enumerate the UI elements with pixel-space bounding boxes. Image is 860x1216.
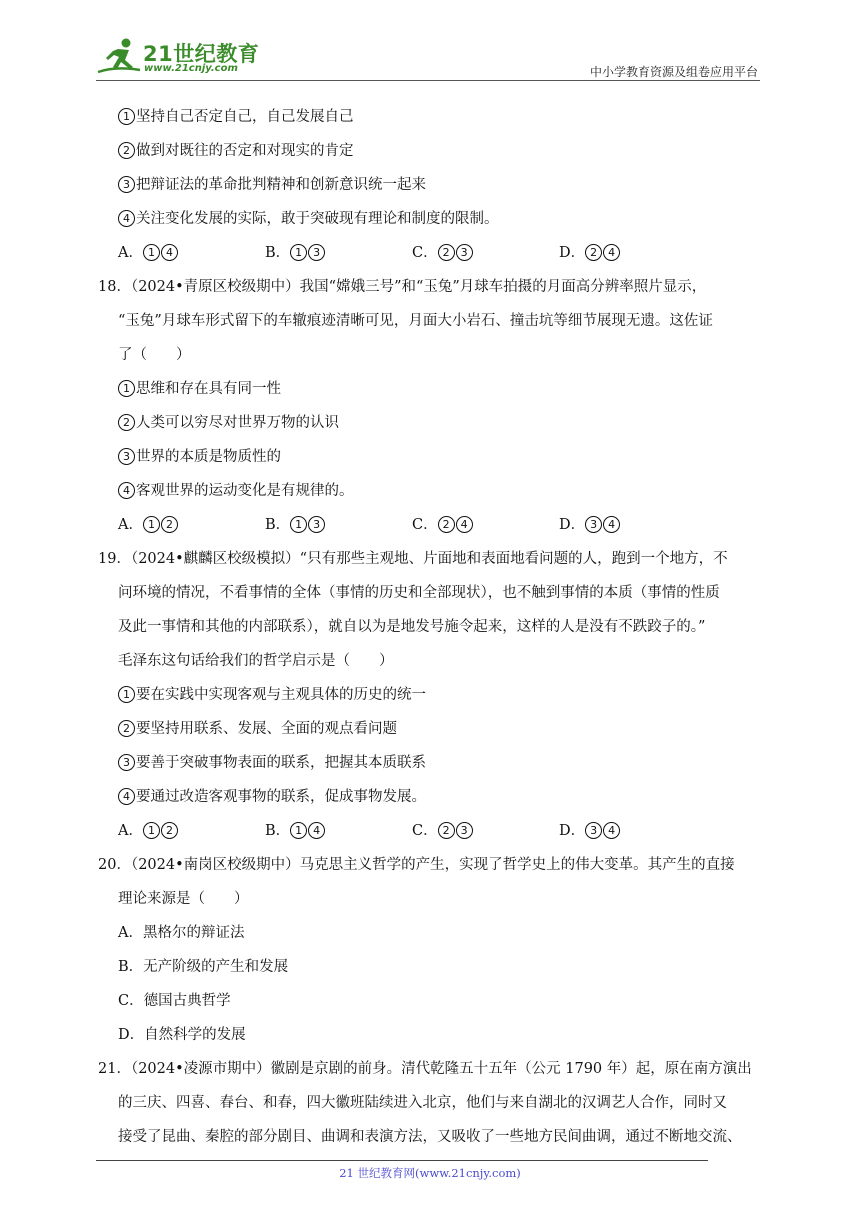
- statement-item: 4 要通过改造客观事物的联系，促成事物发展。: [118, 780, 768, 814]
- footer-divider: [96, 1160, 708, 1161]
- header-divider: [96, 80, 760, 81]
- statement-item: 4 客观世界的运动变化是有规律的。: [118, 474, 768, 508]
- option-d: D． 2 4: [559, 236, 706, 270]
- logo-title: 21世纪教育: [143, 42, 260, 66]
- question-stem-line: 了（ ）: [118, 347, 191, 363]
- statement-item: 1 要在实践中实现客观与主观具体的历史的统一: [118, 678, 768, 712]
- choice-item: C．德国古典哲学: [118, 993, 231, 1009]
- question-stem-line: 18．（2024•青原区校级期中）我国“嫦娥三号”和“玉兔”月球车拍摄的月面高分辨率照片显示，: [98, 279, 707, 295]
- logo-url: www.21cnjy.com: [144, 63, 238, 74]
- choice-item: A．黑格尔的辩证法: [118, 925, 245, 941]
- question-stem-line: 及此一事情和其他的内部联系），就自以为是地发号施令起来，这样的人是没有不跌跤子的。”: [118, 619, 706, 635]
- statement-item: 2 人类可以穷尽对世界万物的认识: [118, 406, 768, 440]
- option-c: C． 2 3: [412, 814, 559, 848]
- question-stem-line: 的三庆、四喜、春台、和春，四大徽班陆续进入北京，他们与来自湖北的汉调艺人合作，同时又: [118, 1095, 727, 1111]
- statement-item: 2 要坚持用联系、发展、全面的观点看问题: [118, 712, 768, 746]
- runner-logo-icon: [96, 36, 142, 76]
- header-platform-name: 中小学教育资源及组卷应用平台: [589, 65, 758, 79]
- statement-item: 3 世界的本质是物质性的: [118, 440, 768, 474]
- question-stem-line: “玉兔”月球车形式留下的车辙痕迹清晰可见，月面大小岩石、撞击坑等细节展现无遗。这佐证: [118, 313, 713, 329]
- question-stem-line: 问环境的情况，不看事情的全体（事情的历史和全部现状），也不触到事情的本质（事情的性质: [118, 585, 720, 601]
- question-stem-line: 19．（2024•麒麟区校级模拟）“只有那些主观地、片面地和表面地看问题的人，跑到一个地方，不: [98, 551, 728, 567]
- answer-options: [118, 236, 768, 270]
- option-a: A． 1 4: [118, 236, 265, 270]
- question-stem-line: 理论来源是（ ）: [118, 891, 249, 907]
- option-d: D． 3 4: [559, 508, 706, 542]
- option-b: B． 1 3: [265, 236, 412, 270]
- statement-item: 4 关注变化发展的实际，敢于突破现有理论和制度的限制。: [118, 202, 768, 236]
- question-stem-line: 21．（2024•凌源市期中）徽剧是京剧的前身。清代乾隆五十五年（公元 1790 年）起，原在南方演出: [98, 1061, 752, 1077]
- page-header: [96, 30, 760, 80]
- statement-item: 3 要善于突破事物表面的联系，把握其本质联系: [118, 746, 768, 780]
- option-a: A． 1 2: [118, 508, 265, 542]
- statement-item: 1 坚持自己否定自己，自己发展自己: [118, 100, 768, 134]
- option-c: C． 2 3: [412, 236, 559, 270]
- choice-item: B．无产阶级的产生和发展: [118, 959, 289, 975]
- statement-item: 1 思维和存在具有同一性: [118, 372, 768, 406]
- option-b: B． 1 4: [265, 814, 412, 848]
- question-stem-line: 接受了昆曲、秦腔的部分剧目、曲调和表演方法，又吸收了一些地方民间曲调，通过不断地交流、: [118, 1129, 742, 1145]
- answer-options: [118, 814, 768, 848]
- question-content: [98, 100, 768, 1154]
- option-b: B． 1 3: [265, 508, 412, 542]
- question-stem-line: 20．（2024•南岗区校级期中）马克思主义哲学的产生，实现了哲学史上的伟大变革。其产生的直接: [98, 857, 735, 873]
- footer-text: 21 世纪教育网(www.21cnjy.com): [339, 1166, 521, 1180]
- option-c: C． 2 4: [412, 508, 559, 542]
- site-logo: [96, 36, 266, 76]
- choice-item: D．自然科学的发展: [118, 1027, 246, 1043]
- statement-item: 2 做到对既往的否定和对现实的肯定: [118, 134, 768, 168]
- option-a: A． 1 2: [118, 814, 265, 848]
- statement-item: 3 把辩证法的革命批判精神和创新意识统一起来: [118, 168, 768, 202]
- answer-options: [118, 508, 768, 542]
- option-d: D． 3 4: [559, 814, 706, 848]
- question-stem-line: 毛泽东这句话给我们的哲学启示是（ ）: [118, 653, 394, 669]
